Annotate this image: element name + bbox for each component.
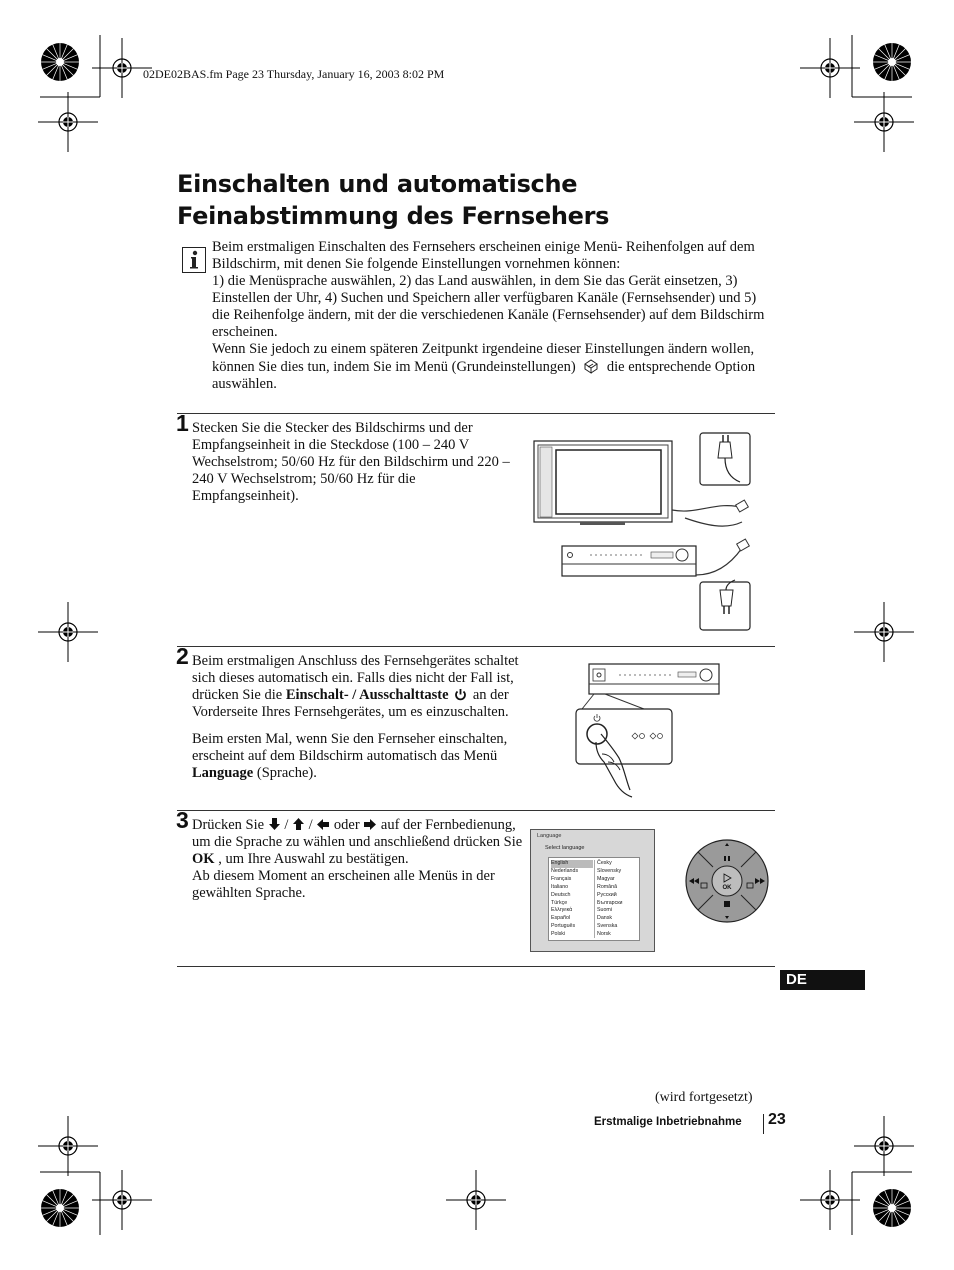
- settings-menu-icon: [581, 358, 601, 374]
- language-option[interactable]: Nederlands: [551, 867, 579, 874]
- divider-step-2: [177, 646, 775, 647]
- step-2-part-3: Beim ersten Mal, wenn Sie den Fernseher einschalten, erscheint auf dem Bildschirm automatisch das Menü: [192, 731, 508, 764]
- remote-nav-pad: [684, 838, 770, 924]
- step-3-part-2: oder: [330, 817, 364, 833]
- language-menu-title: Language: [537, 833, 562, 839]
- language-menu-subtitle: Select language: [545, 845, 585, 851]
- language-option[interactable]: Română: [597, 883, 618, 890]
- step-3-sep-2: /: [304, 817, 317, 833]
- language-option[interactable]: Slovensky: [597, 867, 622, 874]
- step-2-text: [192, 653, 527, 792]
- language-option[interactable]: Suomi: [597, 907, 613, 914]
- step-3-part-3: auf der Fernbedienung, um die Sprache zu wählen und anschließend drücken Sie: [192, 817, 523, 850]
- step-3-text: [192, 817, 527, 902]
- step-3-part-5: Ab diesem Moment an erscheinen alle Menüs in der gewählten Sprache.: [192, 868, 495, 901]
- step-1-text: Stecken Sie die Stecker des Bildschirms und der Empfangseinheit in die Steckdose (100 – 240 V Wechselstrom; 50/60 Hz für den Bildschirm und 220 – 240 V Wechselstrom; 50/60 Hz für die Empfangseinheit).: [192, 420, 510, 504]
- language-option[interactable]: Français: [551, 875, 572, 882]
- language-tab-de: DE: [780, 970, 865, 990]
- step-2-paragraph-1: [192, 653, 527, 721]
- intro-p3-part-b: die entsprechende Option auswählen.: [212, 359, 756, 392]
- language-column-1: [551, 860, 593, 939]
- title-line-1: Einschalten und automatische: [177, 170, 578, 198]
- step-number-3: 3: [176, 807, 189, 833]
- language-column-2: [597, 860, 637, 939]
- language-option[interactable]: Español: [551, 915, 571, 922]
- language-option[interactable]: Русский: [597, 891, 617, 898]
- language-option[interactable]: Български: [597, 899, 623, 906]
- language-option[interactable]: Polski: [551, 931, 566, 938]
- step-2-paragraph-2: [192, 731, 527, 782]
- language-option[interactable]: Česky: [597, 860, 612, 866]
- intro-paragraph-1: Beim erstmaligen Einschalten des Fernsehers erscheinen einige Menü- Reihenfolgen auf dem Bildschirm, mit denen Sie folgende Einstellungen vornehmen können:: [212, 239, 755, 272]
- language-option[interactable]: Dansk: [597, 915, 613, 922]
- title-line-2: Feinabstimmung des Fernsehers: [177, 202, 610, 230]
- step-number-2: 2: [176, 643, 189, 669]
- language-option[interactable]: English: [551, 860, 593, 868]
- file-header: 02DE02BAS.fm Page 23 Thursday, January 16, 2003 8:02 PM: [143, 67, 445, 81]
- power-button-name: Einschalt- / Ausschalttaste: [285, 687, 449, 703]
- divider-step-1: [177, 413, 775, 414]
- intro-paragraph-3: [212, 341, 777, 393]
- arrow-right-icon: [363, 818, 377, 831]
- continued-note: (wird fortgesetzt): [655, 1090, 753, 1105]
- step-3-part-4: , um Ihre Auswahl zu bestätigen.: [214, 851, 409, 867]
- language-option[interactable]: Ελληνικά: [551, 907, 573, 914]
- language-option[interactable]: Svenska: [597, 923, 618, 930]
- tv-connection-illustration: [530, 430, 755, 635]
- language-menu-screen: [530, 829, 655, 952]
- language-option[interactable]: Português: [551, 923, 576, 930]
- intro-paragraph-2: 1) die Menüsprache auswählen, 2) das Land auswählen, in dem Sie das Gerät einsetzen, 3) Einstellen der Uhr, 4) Suchen und Speichern aller verfügbaren Kanäle (Fernsehsender) und 5) die Reihenfolge ändern, mit der die verschiedenen Kanäle (Fernsehsender) auf dem Bildschirm erscheinen.: [212, 273, 765, 340]
- section-label: Erstmalige Inbetriebnahme: [594, 1116, 742, 1128]
- arrow-left-icon: [316, 818, 330, 831]
- divider-step-3: [177, 810, 775, 811]
- step-3-part-1: Drücken Sie: [192, 817, 268, 833]
- page-number-divider: [763, 1114, 764, 1134]
- step-2-part-1: Beim erstmaligen Anschluss des Fernsehgerätes schaltet sich dieses automatisch ein. Falls dies nicht der Fall ist, drücken Sie die: [192, 653, 519, 703]
- intro-p3-part-a: Wenn Sie jedoch zu einem späteren Zeitpunkt irgendeine dieser Einstellungen ändern wollen, können Sie dies tun, indem Sie im Menü (Grundeinstellungen): [212, 341, 755, 375]
- language-option[interactable]: Magyar: [597, 875, 615, 882]
- language-option[interactable]: Türkçe: [551, 899, 568, 906]
- divider-end: [177, 966, 775, 967]
- arrow-down-icon: [268, 817, 281, 831]
- language-option[interactable]: Norsk: [597, 931, 611, 938]
- language-option[interactable]: Italiano: [551, 883, 569, 890]
- step-number-1: 1: [176, 410, 189, 436]
- arrow-up-icon: [292, 817, 305, 831]
- page-number: 23: [768, 1111, 786, 1128]
- info-i-icon: [182, 247, 206, 273]
- intro-text: [212, 239, 777, 393]
- language-menu-name: Language: [192, 765, 254, 781]
- power-button-illustration: [574, 662, 722, 800]
- ok-button-label[interactable]: OK: [722, 885, 732, 891]
- language-option[interactable]: Deutsch: [551, 891, 571, 898]
- step-2-part-2: an der Vorderseite Ihres Fernsehgerätes, um es einzuschalten.: [192, 687, 509, 720]
- step-3-sep-1: /: [280, 817, 292, 833]
- power-icon: [454, 688, 467, 701]
- page-title: [177, 168, 609, 232]
- ok-button-name: OK: [192, 851, 215, 867]
- step-2-part-4: (Sprache).: [253, 765, 317, 781]
- language-list: [548, 857, 640, 941]
